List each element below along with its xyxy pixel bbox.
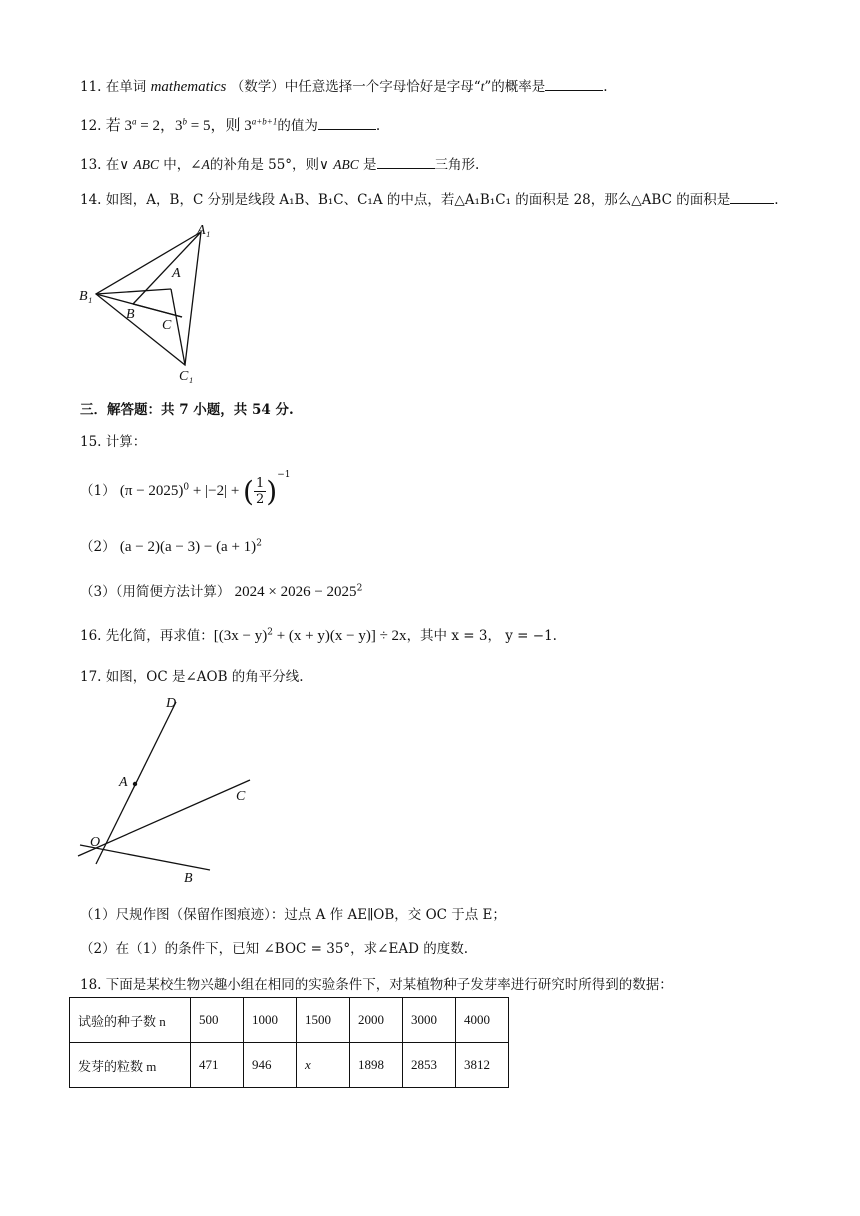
q11-number: 11. (80, 79, 102, 95)
q12-sup-a: a (132, 116, 137, 127)
table-cell: 946 (244, 1043, 297, 1088)
table-cell: 2000 (350, 998, 403, 1043)
label-b: B (126, 307, 135, 322)
q16-text: 先化简，再求值： (105, 628, 214, 644)
q15-p1-expr-a: (π − 2025) (119, 483, 184, 499)
segment-a1-b (133, 232, 201, 304)
q11-text: 在单词 (105, 79, 147, 95)
question-14 (80, 188, 779, 208)
q17-part-2: （2）在（1）的条件下，已知 ∠BOC = 35°，求∠EAD 的度数. (80, 941, 468, 957)
q11-letter: t (480, 79, 485, 94)
q15-number: 15. (80, 434, 102, 450)
q16-expr-b: + (x + y)(x − y)] ÷ 2x (272, 628, 407, 644)
q12-text-post: 的值为 (277, 118, 318, 134)
q11-text-mid: （数学）中任意选择一个字母恰好是字母“ (230, 79, 481, 95)
q18-text: 下面是某校生物兴趣小组在相同的实验条件下，对某植物种子发芽率进行研究时所得到的数据： (105, 977, 673, 993)
segment-c1-a (171, 289, 185, 365)
table-cell: 1898 (350, 1043, 403, 1088)
q15-p2-label: （2） (80, 539, 116, 555)
q17-number: 17. (80, 669, 102, 685)
q12-sup-b: b (182, 116, 188, 127)
table-cell-unknown-x: x (297, 1043, 350, 1088)
q11-text-post: ”的概率是 (484, 79, 546, 95)
q16-expr-a: [(3x − y) (213, 628, 268, 644)
q14-text: 如图，A，B，C 分别是线段 A₁B、B₁C、C₁A 的中点，若△A₁B₁C₁ 的面积是 28，那么△ABC 的面积是 (105, 192, 731, 208)
q12-expr-a: 若 3 (105, 118, 133, 134)
table-cell: 1500 (297, 998, 350, 1043)
table-cell: 471 (191, 1043, 244, 1088)
q15-text: 计算： (105, 434, 147, 450)
q12-expr-b: = 2，3 (136, 118, 183, 134)
q13-text: 在∨ (105, 157, 130, 173)
fraction-denominator: 2 (255, 492, 265, 507)
table-cell: 1000 (244, 998, 297, 1043)
q14-number: 14. (80, 192, 102, 208)
q12-end: . (375, 118, 381, 134)
table-cell: 500 (191, 998, 244, 1043)
figure-17-angle (74, 694, 264, 889)
ray-oc (78, 780, 250, 856)
q15-p1-label: （1） (80, 483, 116, 499)
figure-14-triangle (76, 222, 236, 387)
q12-expr-c: = 5，则 3 (187, 118, 252, 134)
q17-text: 如图，OC 是∠AOB 的角平分线. (105, 669, 304, 685)
question-16 (80, 624, 557, 645)
table-cell: 3812 (456, 1043, 509, 1088)
left-paren: ( (243, 475, 254, 508)
question-13 (80, 153, 479, 173)
q15-p2-expr: (a − 2)(a − 3) − (a + 1) (119, 539, 257, 555)
q12-sup-c: a+b+1 (251, 116, 278, 127)
q15-p1-expr-b: + |−2| + (189, 483, 244, 499)
q16-sup: 2 (267, 627, 273, 638)
q13-text-post: 三角形. (434, 157, 480, 173)
q13-answer-blank (377, 156, 435, 169)
question-11 (80, 75, 608, 96)
table-header-m: 发芽的粒数 m (70, 1043, 191, 1088)
q15-p1-sup0: 0 (183, 482, 190, 493)
q13-number: 13. (80, 157, 102, 173)
q13-abc: ABC (133, 157, 159, 172)
q15-p3-sup: 2 (356, 583, 363, 594)
q13-text-mid3: 是 (363, 157, 377, 173)
question-18 (80, 973, 673, 993)
q13-abc2: ABC (333, 157, 359, 172)
q13-angle-a: A (201, 157, 210, 172)
label-a: A (172, 266, 181, 281)
point-a (133, 782, 137, 786)
q15-p1-sup: −1 (277, 470, 291, 480)
label-b: B (184, 871, 193, 886)
label-d: D (166, 696, 177, 711)
label-a1: A₁ (197, 223, 211, 238)
q17-part-1: （1）尺规作图（保留作图痕迹）：过点 A 作 AE∥OB，交 OC 于点 E； (80, 907, 506, 923)
q16-number: 16. (80, 628, 102, 644)
fraction-numerator: 1 (255, 476, 265, 491)
table-row (70, 998, 509, 1043)
q12-number: 12. (80, 118, 102, 134)
table-cell: 3000 (403, 998, 456, 1043)
q11-answer-blank (545, 78, 603, 91)
q15-part-1 (80, 470, 290, 508)
q13-text-mid: 中，∠ (163, 157, 202, 173)
table-row (70, 1043, 509, 1088)
section-3-title: 三．解答题：共 7 小题，共 54 分. (80, 402, 294, 418)
table-header-n: 试验的种子数 n (70, 998, 191, 1043)
label-o: O (90, 835, 101, 850)
q16-text-post: ，其中 x = 3， y = −1. (406, 628, 557, 644)
q15-part-3 (80, 580, 362, 601)
q11-end: . (603, 79, 608, 95)
q18-number: 18. (80, 977, 102, 993)
label-c1: C₁ (179, 369, 194, 384)
label-c: C (236, 789, 246, 804)
q13-text-mid2: 的补角是 55°，则∨ (209, 157, 329, 173)
segment-b1-a (96, 289, 171, 294)
right-paren: ) (266, 475, 278, 508)
label-c: C (162, 318, 172, 333)
q12-answer-blank (318, 117, 376, 130)
question-15 (80, 430, 146, 450)
question-17 (80, 665, 304, 685)
q15-p3-expr: 2024 × 2026 − 2025 (234, 584, 357, 600)
label-b1: B₁ (79, 289, 93, 304)
q15-p2-sup: 2 (256, 538, 262, 549)
table-cell: 4000 (456, 998, 509, 1043)
q11-word: mathematics (150, 79, 227, 95)
q15-part-2 (80, 535, 262, 556)
question-12 (80, 114, 380, 135)
q14-end: . (774, 192, 779, 208)
q14-answer-blank (730, 191, 774, 204)
germination-table (69, 997, 509, 1088)
label-a: A (119, 775, 128, 790)
q15-p3-label: （3）（用简便方法计算） (80, 584, 231, 600)
q15-p1-fraction (254, 476, 266, 507)
table-cell: 2853 (403, 1043, 456, 1088)
